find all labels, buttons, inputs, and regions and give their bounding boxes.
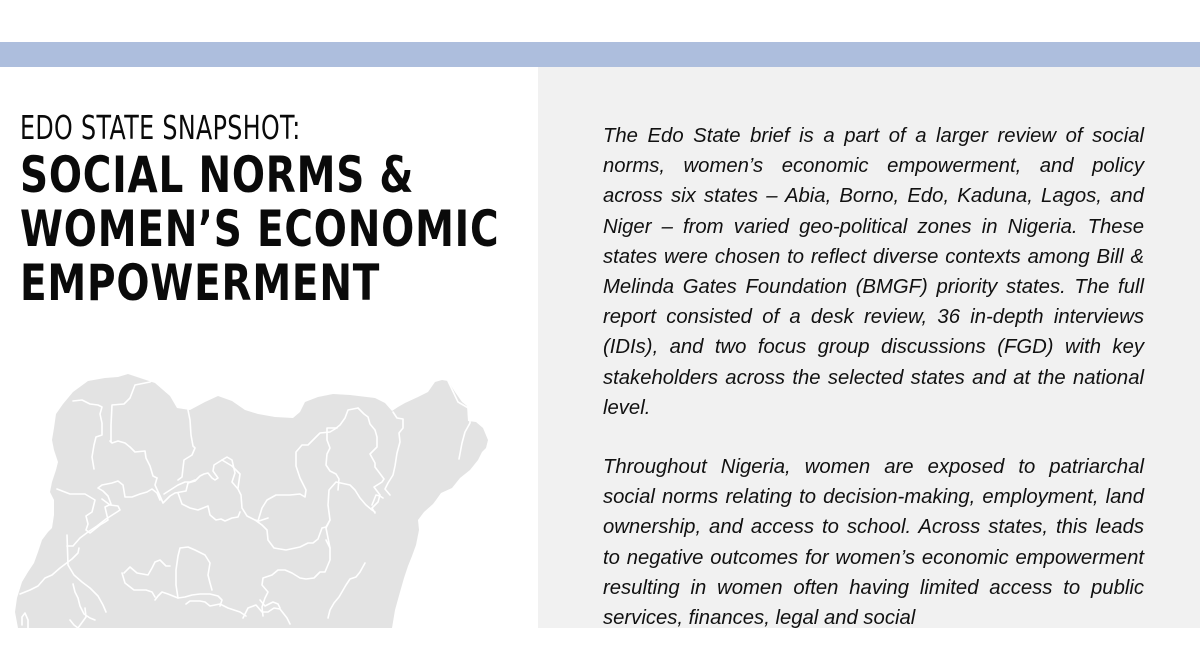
paragraph-1: The Edo State brief is a part of a larger review of social norms, women’s economic empowerment, and policy across six states – Abia, Borno, Edo, Kaduna, Lagos, and Niger – from varied geo-political zones in Nigeria. These states were chosen to reflect diverse contexts among Bill & Melinda Gates Foundation (BMGF) priority states. The full report consisted of a desk review, 36 in-depth interviews (IDIs), and two focus group discussions (FGD) with key stakeholders across the selected states and at the national level.	[603, 125, 1144, 419]
subtitle: EDO STATE SNAPSHOT:	[20, 108, 301, 147]
title-block	[20, 108, 530, 310]
intro-body-text	[603, 121, 1144, 662]
nigeria-outline	[15, 374, 488, 628]
nigeria-map-icon	[0, 360, 538, 628]
paragraph-2: Throughout Nigeria, women are exposed to patriarchal social norms relating to decision-making, employment, land ownership, and access to school. Across states, this leads to negative outcomes for women’s economic empowerment resulting in women often having limited access to public services, finances, legal and social	[603, 456, 1144, 630]
page-title-line-3: EMPOWERMENT	[20, 254, 381, 312]
page-title-line-2: WOMEN’S ECONOMIC	[20, 200, 500, 258]
header-accent-bar	[0, 42, 1200, 67]
page-title-line-1: SOCIAL NORMS &	[20, 146, 415, 204]
